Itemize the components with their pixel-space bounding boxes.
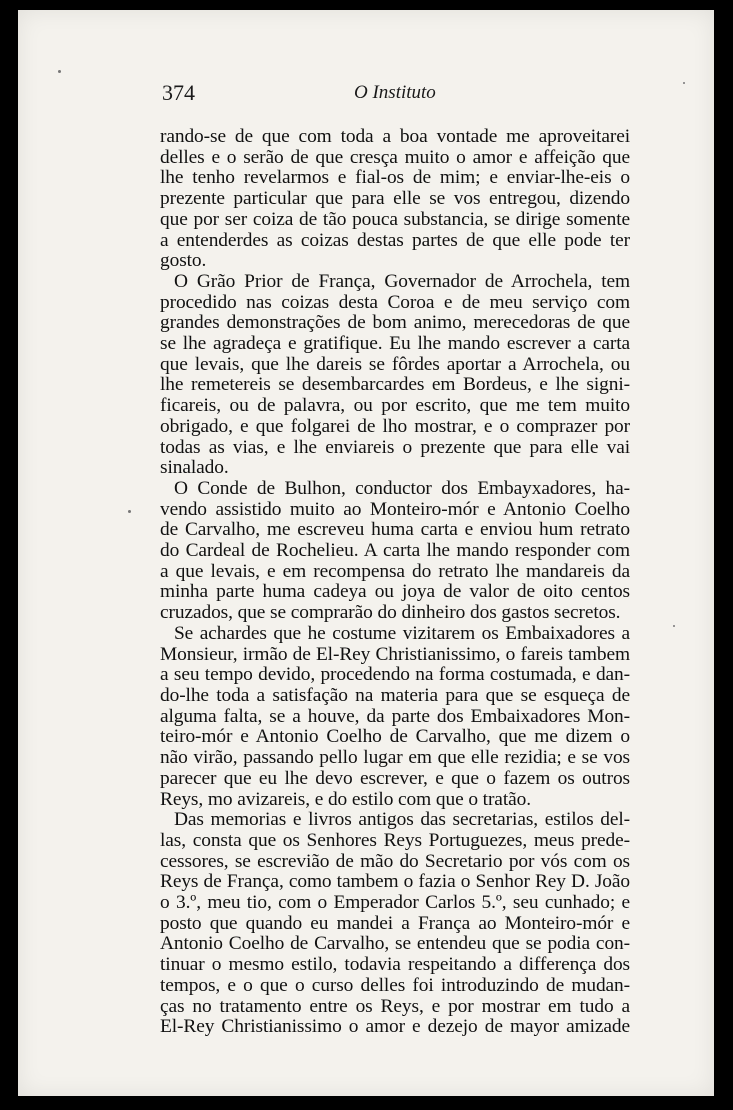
text-line: gosto. (160, 250, 207, 272)
text-line: O Grão Prior de França, Governador de Arrochela, tem (174, 270, 630, 292)
text-line: sinalado. (160, 457, 229, 479)
text-line: cessores, se escrevião de mão do Secretario por vós com os (160, 850, 630, 872)
text-line: ficareis, ou de palavra, ou por escrito, que me tem muito (160, 395, 630, 417)
text-line: cruzados, que se comprarão do dinheiro dos gastos secretos. (160, 602, 621, 624)
text-line: não virão, passando pello lugar em que elle rezidia; e se vos (160, 747, 630, 769)
text-line: o 3.º, meu tio, com o Emperador Carlos 5.º, seu cunhado; e (160, 892, 630, 914)
text-line: do-lhe toda a satisfação na materia para que se esqueça de (160, 684, 630, 706)
text-line: a entenderdes as coizas destas partes de que elle pode ter (160, 229, 630, 251)
text-line: O Conde de Bulhon, conductor dos Embayxadores, ha- (174, 477, 630, 499)
text-line: que levais, que lhe dareis se fôrdes aportar a Arrochela, ou (160, 353, 630, 375)
text-line: Se achardes que he costume vizitarem os Embaixadores a (174, 622, 630, 644)
text-line: se lhe agradeça e gratifique. Eu lhe mando escrever a carta (160, 333, 630, 355)
text-line: las, consta que os Senhores Reys Portuguezes, meus prede- (160, 829, 630, 851)
text-line: de Carvalho, me escreveu huma carta e enviou hum retrato (160, 519, 630, 541)
text-line: Antonio Coelho de Carvalho, se entendeu que se podia con- (160, 933, 630, 955)
text-line: alguma falta, se a houve, da parte dos Embaixadores Mon- (160, 705, 630, 727)
text-line: obrigado, e que folgarei de lho mostrar, e o comprazer por (160, 415, 630, 437)
text-line: lhe tenho revelarmos e fial-os de mim; e enviar-lhe-eis o (160, 167, 630, 189)
text-line: a que levais, e em recompensa do retrato lhe mandareis da (160, 560, 630, 582)
paper-speck (673, 625, 675, 627)
text-line: rando-se de que com toda a boa vontade me aproveitarei (160, 126, 630, 147)
text-line: Das memorias e livros antigos das secretarias, estilos del- (174, 809, 630, 831)
text-line: posto que quando eu mandei a França ao Monteiro-mór e (160, 912, 630, 934)
text-line: tempos, e o que o curso delles foi introduzindo de mudan- (160, 974, 630, 996)
text-line: parecer que eu lhe devo escrever, e que o fazem os outros (160, 767, 630, 789)
text-line: grandes demonstrações de bom animo, merecedoras de que (160, 312, 630, 334)
text-line: Reys, mo avizareis, e do estilo com que o tratão. (160, 788, 531, 810)
text-line: El-Rey Christianissimo o amor e dezejo de mayor amizade (160, 1016, 630, 1038)
text-line: minha parte huma cadeya ou joya de valor de oito centos (160, 581, 630, 603)
text-line: todas as vias, e lhe enviareis o prezente que para elle vai (160, 436, 630, 458)
page-header (162, 80, 612, 108)
paper-speck (683, 82, 685, 84)
text-line: delles e o serão de que cresça muito o amor e affeição que (160, 146, 630, 168)
text-line: vendo assistido muito ao Monteiro-mór e Antonio Coelho (160, 498, 630, 520)
paper-speck (128, 510, 131, 513)
text-line: que por ser coiza de tão pouca substancia, se dirige somente (160, 208, 630, 230)
body-text (160, 127, 630, 1038)
paper-speck (58, 70, 61, 73)
running-title: O Instituto (354, 82, 436, 103)
text-line: Monsieur, irmão de El-Rey Christianissimo, o fareis tambem (160, 643, 630, 665)
text-line: ças no tratamento entre os Reys, e por mostrar em tudo a (160, 995, 630, 1017)
text-line: Reys de França, como tambem o fazia o Senhor Rey D. João (160, 871, 630, 893)
text-line: prezente particular que para elle se vos entregou, dizendo (160, 188, 630, 210)
text-line: teiro-mór e Antonio Coelho de Carvalho, que me dizem o (160, 726, 630, 748)
text-line: lhe remetereis se desembarcardes em Bordeus, e lhe signi- (160, 374, 630, 396)
page-number: 374 (162, 80, 195, 105)
text-line: do Cardeal de Rochelieu. A carta lhe mando responder com (160, 540, 630, 562)
text-line: tinuar o mesmo estilo, todavia respeitando a differença dos (160, 954, 630, 976)
text-line: procedido nas coizas desta Coroa e de meu serviço com (160, 291, 630, 313)
text-line: a seu tempo devido, procedendo na forma costumada, e dan- (160, 664, 630, 686)
